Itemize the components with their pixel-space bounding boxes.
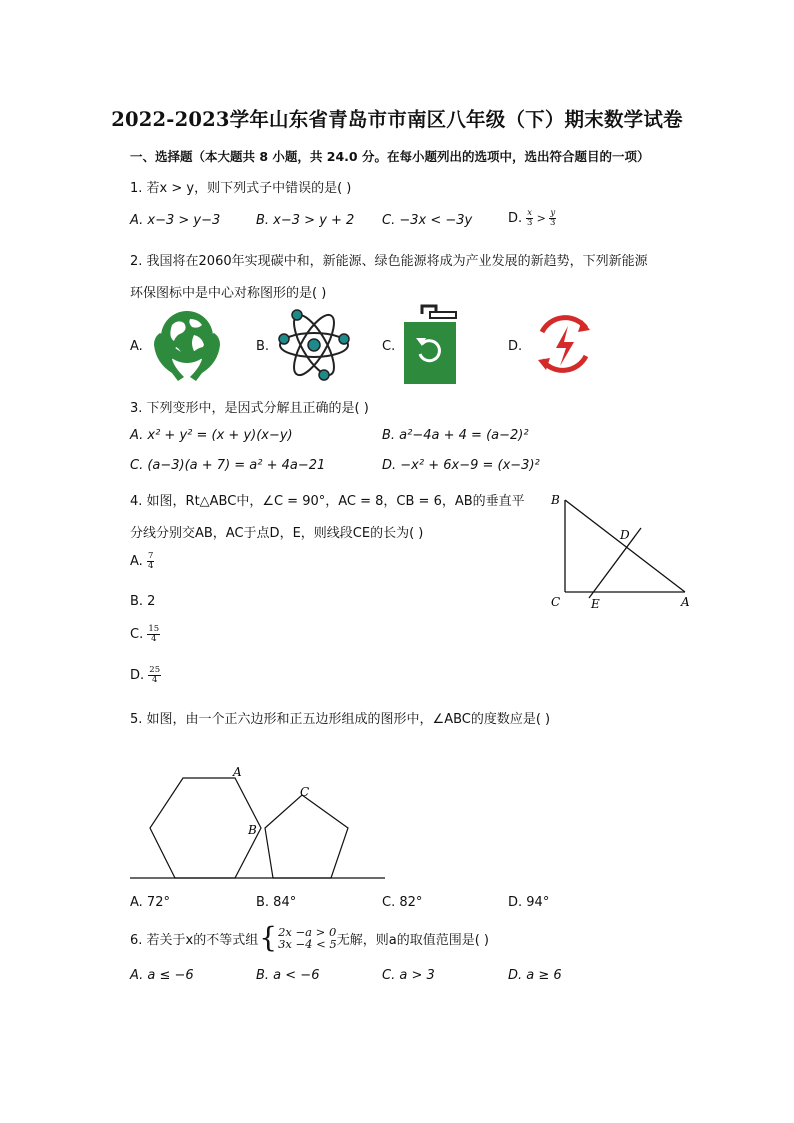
q3-option-d[interactable]: D. −x² + 6x−9 = (x−3)² bbox=[382, 458, 540, 473]
frac-numerator: 7 bbox=[147, 551, 154, 561]
q1-option-c[interactable]: C. −3x < −3y bbox=[382, 213, 473, 228]
frac-denominator: 3 bbox=[550, 218, 556, 228]
frac-numerator: y bbox=[550, 208, 556, 218]
q5-option-c[interactable]: C. 82° bbox=[382, 895, 423, 910]
label-a: A bbox=[233, 765, 242, 779]
q5-hexagon-pentagon-figure bbox=[125, 760, 390, 885]
q6-inequality-2: 3x −4 < 5 bbox=[278, 937, 337, 951]
q4-option-a[interactable] bbox=[130, 552, 154, 571]
question-6-stem bbox=[130, 921, 489, 954]
q3-option-b[interactable]: B. a²−4a + 4 = (a−2)² bbox=[382, 428, 529, 443]
q3-option-a[interactable]: A. x² + y² = (x + y)(x−y) bbox=[130, 428, 293, 443]
q6-inequality-1: 2x −a > 0 bbox=[278, 925, 337, 939]
question-1-stem: 1. 若x > y，则下列式子中错误的是( ) bbox=[130, 181, 352, 196]
q1-d-operator: > bbox=[533, 212, 550, 225]
q2-option-a-label[interactable]: A. bbox=[130, 339, 143, 354]
q1-option-a[interactable]: A. x−3 > y−3 bbox=[130, 213, 221, 228]
q6-option-d[interactable]: D. a ≥ 6 bbox=[508, 968, 562, 983]
label-d: D bbox=[620, 528, 630, 542]
q1-option-d[interactable] bbox=[508, 209, 556, 228]
question-2-line-2: 环保图标中是中心对称图形的是( ) bbox=[130, 286, 327, 301]
atom-icon bbox=[276, 305, 352, 383]
q4-d-fraction bbox=[148, 666, 161, 685]
q1-d-fraction-2 bbox=[549, 209, 556, 228]
q6-option-b[interactable]: B. a < −6 bbox=[256, 968, 320, 983]
question-4-line-2: 分线分别交AB，AC于点D，E，则线段CE的长为( ) bbox=[130, 526, 424, 541]
question-2-line-1: 2. 我国将在2060年实现碳中和，新能源、绿色能源将成为产业发展的新趋势，下列新能源 bbox=[130, 254, 648, 269]
frac-denominator: 4 bbox=[152, 675, 158, 685]
q5-option-b[interactable]: B. 84° bbox=[256, 895, 297, 910]
q2-option-b-label[interactable]: B. bbox=[256, 339, 270, 354]
q6-stem-post: 无解，则a的取值范围是( ) bbox=[336, 932, 489, 948]
label-c: C bbox=[300, 785, 310, 799]
label-b: B bbox=[248, 823, 257, 837]
q3-option-c[interactable]: C. (a−3)(a + 7) = a² + 4a−21 bbox=[130, 458, 326, 473]
label-a: A bbox=[681, 595, 690, 609]
label-e: E bbox=[591, 597, 600, 611]
section-heading: 一、选择题（本大题共 8 小题，共 24.0 分。在每小题列出的选项中，选出符合题目的一项） bbox=[130, 149, 650, 164]
q4-option-b[interactable]: B. 2 bbox=[130, 594, 156, 609]
q6-stem-pre: 6. 若关于x的不等式组 bbox=[130, 932, 259, 948]
q6-option-a[interactable]: A. a ≤ −6 bbox=[130, 968, 194, 983]
q6-inequality-system bbox=[278, 926, 337, 950]
q2-option-c-label[interactable]: C. bbox=[382, 339, 396, 354]
frac-numerator: 25 bbox=[149, 665, 161, 675]
q2-option-d-label[interactable]: D. bbox=[508, 339, 523, 354]
frac-denominator: 4 bbox=[151, 634, 157, 644]
regular-pentagon bbox=[265, 795, 348, 878]
regular-hexagon bbox=[150, 778, 261, 878]
brace-symbol: { bbox=[259, 921, 278, 954]
q4-option-d-label: D. bbox=[130, 668, 145, 683]
lightning-cycle-icon bbox=[528, 310, 600, 380]
q4-option-a-label: A. bbox=[130, 554, 143, 569]
q1-option-d-label: D. bbox=[508, 211, 523, 226]
label-c: C bbox=[551, 595, 561, 609]
q4-c-fraction bbox=[147, 625, 160, 644]
frac-numerator: x bbox=[527, 208, 533, 218]
frac-numerator: 15 bbox=[148, 624, 160, 634]
label-b: B bbox=[551, 493, 560, 507]
q4-triangle-figure bbox=[545, 488, 700, 613]
q5-option-a[interactable]: A. 72° bbox=[130, 895, 170, 910]
q4-option-c-label: C. bbox=[130, 627, 144, 642]
frac-denominator: 4 bbox=[147, 561, 154, 571]
question-4-line-1: 4. 如图，Rt△ABC中，∠C = 90°，AC = 8，CB = 6，AB的垂直平 bbox=[130, 494, 525, 509]
question-5-stem: 5. 如图，由一个正六边形和正五边形组成的图形中，∠ABC的度数应是( ) bbox=[130, 712, 551, 727]
q6-option-c[interactable]: C. a > 3 bbox=[382, 968, 435, 983]
q4-option-d[interactable] bbox=[130, 666, 161, 685]
question-3-stem: 3. 下列变形中，是因式分解且正确的是( ) bbox=[130, 401, 369, 416]
page-title: 2022-2023学年山东省青岛市市南区八年级（下）期末数学试卷 bbox=[111, 108, 683, 131]
q1-option-b[interactable]: B. x−3 > y + 2 bbox=[256, 213, 355, 228]
green-earth-hands-icon bbox=[150, 305, 224, 383]
recycle-bin-icon bbox=[400, 302, 462, 386]
q4-option-c[interactable] bbox=[130, 625, 160, 644]
q4-a-fraction bbox=[147, 552, 154, 571]
frac-denominator: 3 bbox=[526, 218, 533, 228]
q5-option-d[interactable]: D. 94° bbox=[508, 895, 550, 910]
segment-ba bbox=[565, 500, 685, 592]
